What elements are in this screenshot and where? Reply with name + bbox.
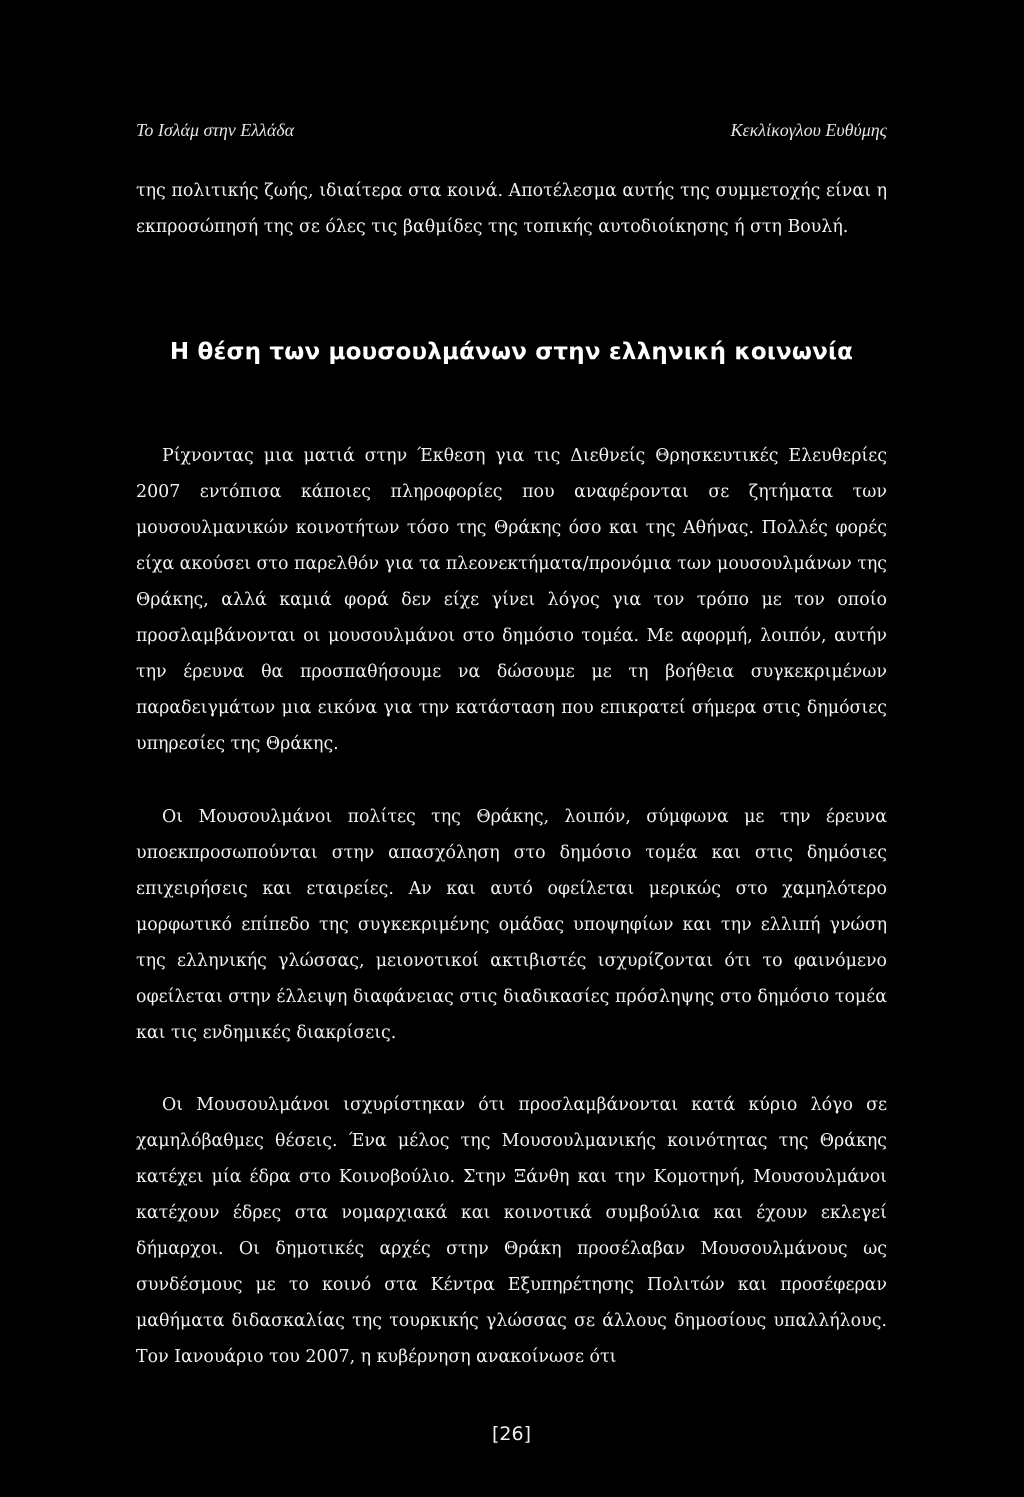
running-header: [136, 116, 887, 144]
body-block-2: [136, 799, 887, 1051]
body-paragraph-2: Οι Μουσουλμάνοι πολίτες της Θράκης, λοιπόν, σύμφωνα με την έρευνα υποεκπροσωπούνται στην απασχόληση στο δημόσιο τομέα και στις δημόσιες επιχειρήσεις και εταιρείες. Αν και αυτό οφείλεται μερικώς στο χαμηλότερο μορφωτικό επίπεδο της συγκεκριμένης ομάδας υποψηφίων και την ελλιπή γνώση της ελληνικής γλώσσας, μειονοτικοί ακτιβιστές ισχυρίζονται ότι το φαινόμενο οφείλεται στην έλλειψη διαφάνειας στις διαδικασίες πρόσληψης στο δημόσιο τομέα και τις ενδημικές διακρίσεις.: [136, 807, 887, 1043]
body-paragraph-1: Ρίχνοντας μια ματιά στην Έκθεση για τις Διεθνείς Θρησκευτικές Ελευθερίες 2007 εντόπισα κάποιες πληροφορίες που αναφέρονται σε ζητήματα των μουσουλμανικών κοινοτήτων τόσο της Θράκης όσο και της Αθήνας. Πολλές φορές είχα ακούσει στο παρελθόν για τα πλεονεκτήματα/προνόμια των μουσουλμάνων της Θράκης, αλλά καμιά φορά δεν είχε γίνει λόγος για τον τρόπο με τον οποίο προσλαμβάνονται οι μουσουλμάνοι στο δημόσιο τομέα. Με αφορμή, λοιπόν, αυτήν την έρευνα θα προσπαθήσουμε να δώσουμε με τη βοήθεια συγκεκριμένων παραδειγμάτων μια εικόνα για την κατάσταση που επικρατεί σήμερα στις δημόσιες υπηρεσίες της Θράκης.: [136, 446, 887, 754]
section-heading: Η θέση των μουσουλμάνων στην ελληνική κοινωνία: [169, 339, 854, 365]
intro-block: [136, 173, 887, 245]
body-block-1: [136, 438, 887, 762]
page-number: [26]: [491, 1423, 531, 1445]
body-block-3: [136, 1087, 887, 1375]
header-title: Το Ισλάμ στην Ελλάδα: [136, 120, 295, 140]
intro-paragraph: της πολιτικής ζωής, ιδιαίτερα στα κοινά. Αποτέλεσμα αυτής της συμμετοχής είναι η εκπροσώπησή της σε όλες τις βαθμίδες της τοπικής αυτοδιοίκησης ή στη Βουλή.: [136, 181, 887, 237]
header-author: Κεκλίκογλου Ευθύμης: [730, 120, 887, 140]
body-paragraph-3: Οι Μουσουλμάνοι ισχυρίστηκαν ότι προσλαμβάνονται κατά κύριο λόγο σε χαμηλόβαθμες θέσεις. Ένα μέλος της Μουσουλμανικής κοινότητας της Θράκης κατέχει μία έδρα στο Κοινοβούλιο. Στην Ξάνθη και την Κομοτηνή, Μουσουλμάνοι κατέχουν έδρες στα νομαρχιακά και κοινοτικά συμβούλια και έχουν εκλεγεί δήμαρχοι. Οι δημοτικές αρχές στην Θράκη προσέλαβαν Μουσουλμάνους ως συνδέσμους με το κοινό στα Κέντρα Εξυπηρέτησης Πολιτών και προσέφεραν μαθήματα διδασκαλίας της τουρκικής γλώσσας σε άλλους δημοσίους υπαλλήλους. Τον Ιανουάριο του 2007, η κυβέρνηση ανακοίνωσε ότι: [136, 1095, 887, 1367]
